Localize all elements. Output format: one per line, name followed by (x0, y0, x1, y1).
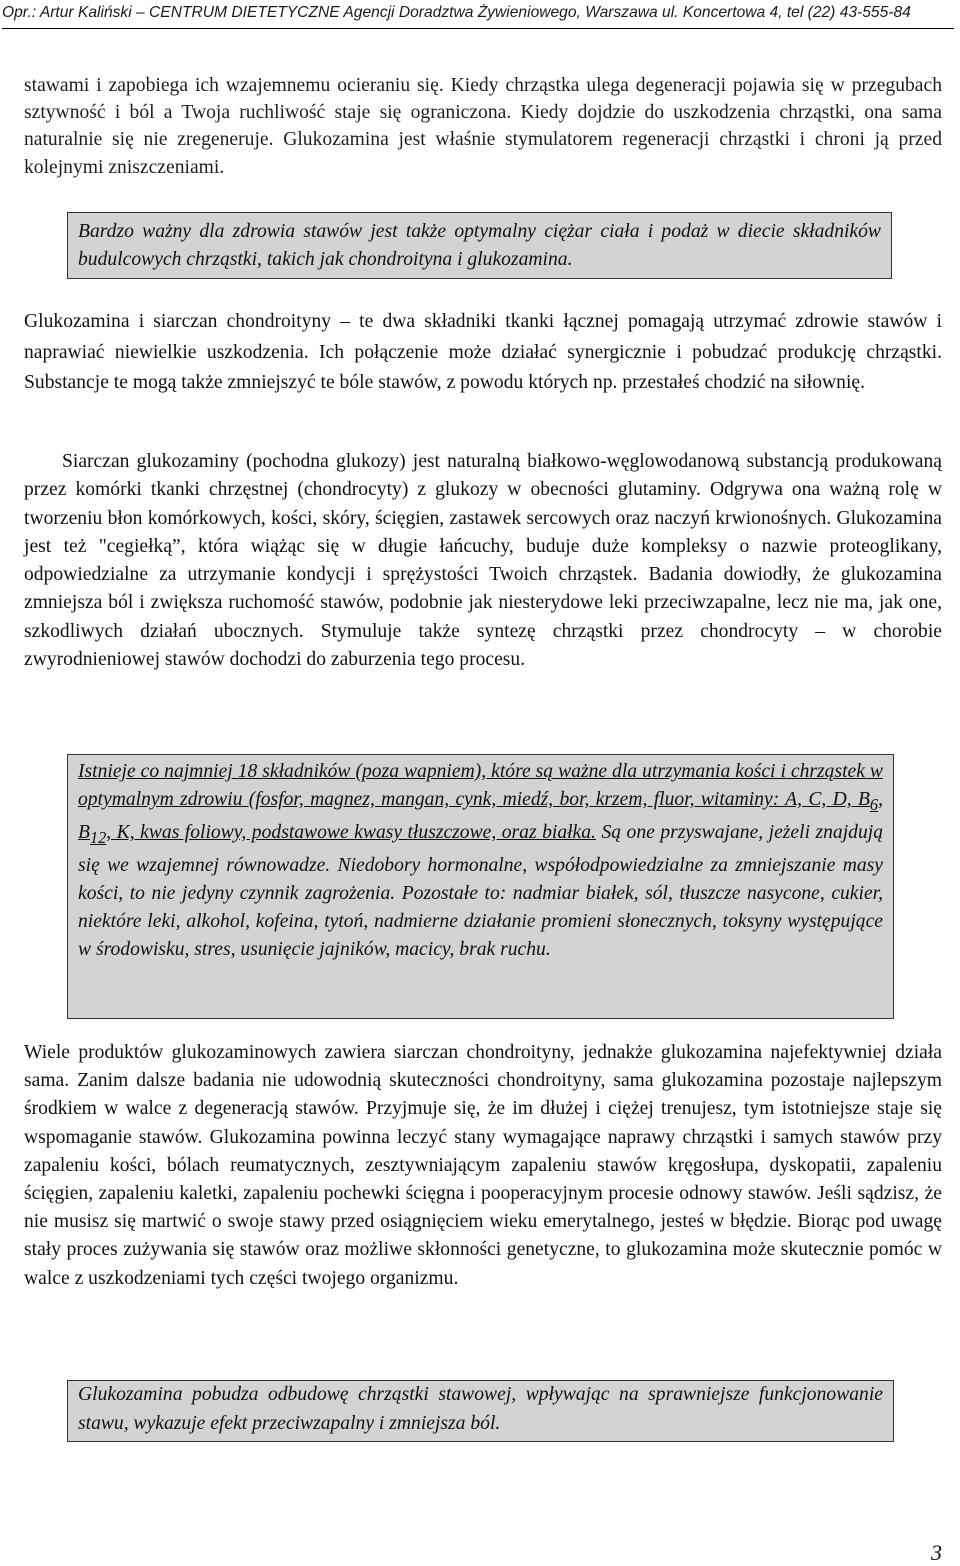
paragraph-intro: stawami i zapobiega ich wzajemnemu ocieraniu się. Kiedy chrząstka ulega degeneracji pojawia się w przegubach sztywność i ból a Twoja ruchliwość staje się ograniczona. Kiedy dojdzie do uszkodzenia chrząstki, ona sama naturalnie się nie zregeneruje. Glukozamina jest właśnie stymulatorem regeneracji chrząstki i chroni ją przed kolejnymi zniszczeniami. (24, 75, 942, 178)
page-header: Opr.: Artur Kaliński – CENTRUM DIETETYCZNE Agencji Doradztwa Żywieniowego, Warszawa ul. Koncertowa 4, tel (22) 43-555-84 (2, 4, 911, 21)
paragraph-glucosamine-sulfate: Siarczan glukozaminy (pochodna glukozy) jest naturalną białkowo-węglowodanową substancją produkowaną przez komórki tkanki chrzęstnej (chondrocyty) z glukozy w obecności glutaminy. Odgrywa ona ważną rolę w tworzeniu błon komórkowych, kości, skóry, ścięgien, zastawek sercowych oraz naczyń krwionośnych. Glukozamina jest też "cegiełką”, która wiążąc się w długie łańcuchy, buduje duże kompleksy o nazwie proteoglikany, odpowiedzialne za utrzymanie kondycji i sprężystości Twoich chrząstek. Badania dowiodły, że glukozamina zmniejsza ból i zwiększa ruchomość stawów, podobnie jak niesterydowe leki przeciwzapalne, lecz nie ma, jak one, szkodliwych działań ubocznych. Stymuluje także syntezę chrząstki przez chondrocyty – w chorobie zwyrodnieniowej stawów dochodzi do zaburzenia tego procesu. (24, 451, 942, 671)
page-number: 3 (931, 1540, 942, 1565)
box2-subscript-b6: 6 (869, 795, 879, 814)
box2-underlined-text-1: Istnieje co najmniej 18 składników (poza wapniem), które są ważne dla utrzymania kości i chrząstek w optymalnym zdrowiu (fosfor, magnez, mangan, cynk, miedź, bor, krzem, fluor, witaminy: A, C, D, B (78, 761, 883, 811)
highlight-box-bone-nutrients (67, 754, 894, 1019)
paragraph-products: Wiele produktów glukozaminowych zawiera siarczan chondroityny, jednakże glukozamina najefektywniej działa sama. Zanim dalsze badania nie udowodnią skuteczności chondroityny, sama glukozamina pozostaje najlepszym środkiem w walce z degeneracją stawów. Przyjmuje się, że im dłużej i ciężej trenujesz, tym istotniejsze staje się wspomaganie stawów. Glukozamina powinna leczyć stany wymagające naprawy chrząstki i samych stawów przy zapaleniu kości, bólach reumatycznych, zesztywniającym zapaleniu stawów kręgosłupa, dyskopatii, zapaleniu ścięgien, zapaleniu kaletki, zapaleniu pochewki ścięgna i pooperacyjnym procesie odnowy stawów. Jeśli sądzisz, że nie musisz się martwić o swoje stawy przed osiągnięciem wieku emerytalnego, jesteś w błędzie. Biorąc pod uwagę stały proces zużywania się stawów oraz możliwe skłonności genetyczne, to glukozamina może skutecznie pomóc w walce z uszkodzeniami tych części twojego organizmu. (24, 1042, 942, 1289)
box2-plain-text: Są one przyswajane, jeżeli znajdują się we wzajemnej równowadze. Niedobory hormonalne, współodpowiedzialne za zmniejszanie masy kości, to nie jedyny czynnik zagrożenia. Pozostałe to: nadmiar białek, sól, tłuszcze nasycone, cukier, niektóre leki, alkohol, kofeina, tytoń, nadmierne działanie promieni słonecznych, toksyny występujące w środowisku, stres, usunięcie jajników, macicy, brak ruchu. (78, 822, 883, 961)
highlight-box-weight: Bardzo ważny dla zdrowia stawów jest także optymalny ciężar ciała i podaż w diecie składników budulcowych chrząstki, takich jak chondroityna i glukozamina. (67, 212, 892, 279)
highlight-box-summary: Glukozamina pobudza odbudowę chrząstki stawowej, wpływając na sprawniejsze funkcjonowanie stawu, wykazuje efekt przeciwzapalny i zmniejsza ból. (67, 1380, 894, 1442)
paragraph-chondroitin: Glukozamina i siarczan chondroityny – te dwa składniki tkanki łącznej pomagają utrzymać zdrowie stawów i naprawiać niewielkie uszkodzenia. Ich połączenie może działać synergicznie i pobudzać produkcję chrząstki. Substancje te mogą także zmniejszyć te bóle stawów, z powodu których np. przestałeś chodzić na siłownię. (24, 311, 942, 393)
box2-underlined-text-2: , B (78, 789, 883, 844)
box2-underlined-text-3: , K, kwas foliowy, podstawowe kwasy tłuszczowe, oraz białka. (106, 822, 596, 844)
box2-subscript-b12: 12 (89, 828, 107, 847)
header-divider (2, 28, 954, 29)
